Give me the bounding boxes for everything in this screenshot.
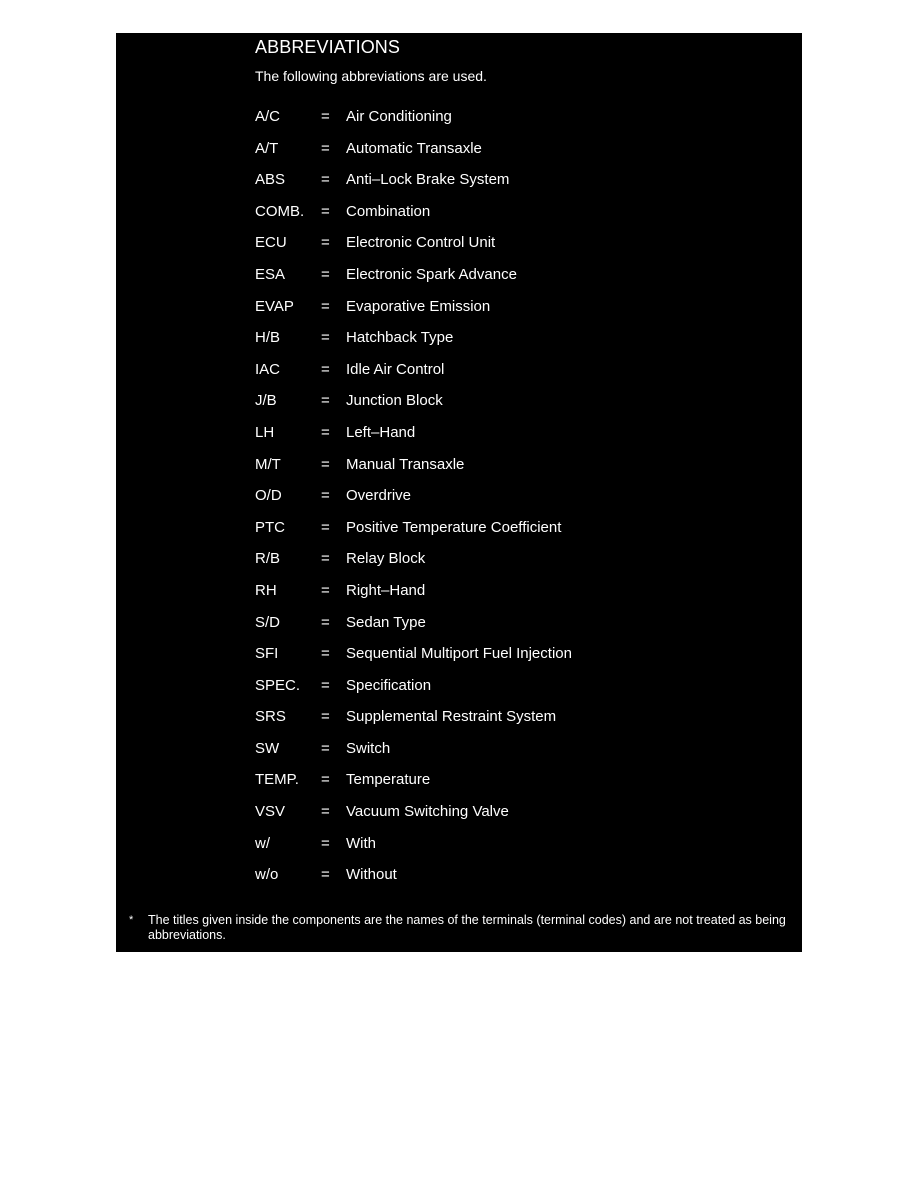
abbreviation-term: H/B [255, 329, 281, 347]
equals-sign: = [321, 518, 330, 536]
equals-sign: = [321, 803, 330, 821]
abbreviation-term: LH [255, 423, 275, 441]
abbreviation-meaning: Overdrive [346, 487, 412, 505]
abbreviation-term: VSV [255, 803, 286, 821]
abbreviation-meaning: Evaporative Emission [346, 297, 491, 315]
abbreviation-list [255, 108, 572, 898]
equals-sign: = [321, 834, 330, 852]
abbreviation-meaning: Air Conditioning [346, 108, 452, 125]
abbreviation-meaning: Relay Block [346, 550, 426, 568]
abbreviation-term: A/T [255, 139, 279, 157]
equals-sign: = [321, 771, 330, 789]
list-item [255, 645, 572, 677]
equals-sign: = [321, 171, 330, 189]
abbreviation-term: SPEC. [255, 676, 301, 694]
equals-sign: = [321, 139, 330, 157]
equals-sign: = [321, 487, 330, 505]
abbreviation-meaning: Sedan Type [346, 613, 426, 631]
list-item [255, 677, 572, 709]
equals-sign: = [321, 234, 330, 252]
list-item [255, 771, 572, 803]
abbreviation-meaning: Left–Hand [346, 423, 416, 441]
abbreviation-term: w/ [255, 834, 270, 852]
list-item [255, 582, 572, 614]
abbreviation-meaning: With [346, 834, 376, 852]
abbreviation-term: PTC [255, 518, 285, 536]
abbreviation-term: w/o [255, 866, 279, 884]
abbreviation-term: M/T [255, 455, 281, 473]
list-item [255, 487, 572, 519]
list-item [255, 234, 572, 266]
abbreviation-term: EVAP [255, 297, 294, 315]
list-item [255, 866, 572, 898]
abbreviation-term: A/C [255, 108, 281, 125]
list-item [255, 614, 572, 646]
abbreviation-term: ESA [255, 265, 286, 283]
equals-sign: = [321, 360, 330, 378]
abbreviation-term: RH [255, 581, 277, 599]
abbreviation-term: O/D [255, 487, 282, 505]
abbreviation-meaning: Vacuum Switching Valve [346, 803, 509, 821]
abbreviation-term: ABS [255, 171, 286, 189]
list-item [255, 519, 572, 551]
abbreviation-term: S/D [255, 613, 281, 631]
abbreviation-meaning: Idle Air Control [346, 360, 445, 378]
abbreviation-meaning: Without [346, 866, 397, 884]
abbreviation-meaning: Anti–Lock Brake System [346, 171, 510, 189]
equals-sign: = [321, 645, 330, 663]
list-item [255, 203, 572, 235]
abbreviation-meaning: Positive Temperature Coefficient [346, 518, 562, 536]
equals-sign: = [321, 866, 330, 884]
equals-sign: = [321, 455, 330, 473]
abbreviation-term: TEMP. [255, 771, 299, 789]
abbreviation-term: ECU [255, 234, 287, 252]
list-item [255, 266, 572, 298]
equals-sign: = [321, 613, 330, 631]
abbreviation-meaning: Temperature [346, 771, 431, 789]
list-item [255, 392, 572, 424]
abbreviation-term: IAC [255, 360, 281, 378]
list-item [255, 803, 572, 835]
footnote-mark: * [129, 914, 134, 926]
equals-sign: = [321, 708, 330, 726]
abbreviation-meaning: Electronic Spark Advance [346, 265, 517, 283]
abbreviation-meaning: Right–Hand [346, 581, 426, 599]
equals-sign: = [321, 108, 330, 125]
equals-sign: = [321, 392, 330, 410]
abbreviation-term: R/B [255, 550, 281, 568]
list-item [255, 298, 572, 330]
intro-text: The following abbreviations are used. [255, 68, 487, 84]
abbreviation-term: SFI [255, 645, 279, 663]
list-item [255, 835, 572, 867]
list-item [255, 329, 572, 361]
page-title: ABBREVIATIONS [255, 37, 401, 57]
abbreviation-meaning: Supplemental Restraint System [346, 708, 557, 726]
list-item [255, 708, 572, 740]
equals-sign: = [321, 581, 330, 599]
abbreviation-term: SRS [255, 708, 286, 726]
list-item [255, 740, 572, 772]
list-item [255, 140, 572, 172]
list-item [255, 424, 572, 456]
abbreviation-meaning: Specification [346, 676, 432, 694]
equals-sign: = [321, 265, 330, 283]
abbreviation-meaning: Sequential Multiport Fuel Injection [346, 645, 572, 663]
equals-sign: = [321, 202, 330, 220]
equals-sign: = [321, 329, 330, 347]
equals-sign: = [321, 739, 330, 757]
list-item [255, 456, 572, 488]
abbreviation-term: J/B [255, 392, 277, 410]
abbreviation-meaning: Manual Transaxle [346, 455, 465, 473]
abbreviations-panel [116, 33, 802, 952]
list-item [255, 108, 572, 140]
equals-sign: = [321, 676, 330, 694]
abbreviation-meaning: Switch [346, 739, 391, 757]
footnote-text: The titles given inside the components are the names of the terminals (terminal codes) and are not treated as being abbreviations. [148, 913, 786, 942]
abbreviation-term: SW [255, 739, 280, 757]
list-item [255, 361, 572, 393]
abbreviation-meaning: Electronic Control Unit [346, 234, 496, 252]
abbreviation-meaning: Hatchback Type [346, 329, 454, 347]
equals-sign: = [321, 550, 330, 568]
abbreviation-meaning: Combination [346, 202, 431, 220]
abbreviation-meaning: Junction Block [346, 392, 443, 410]
footnote [129, 913, 793, 943]
list-item [255, 171, 572, 203]
abbreviation-term: COMB. [255, 202, 305, 220]
equals-sign: = [321, 423, 330, 441]
list-item [255, 550, 572, 582]
equals-sign: = [321, 297, 330, 315]
abbreviation-meaning: Automatic Transaxle [346, 139, 482, 157]
